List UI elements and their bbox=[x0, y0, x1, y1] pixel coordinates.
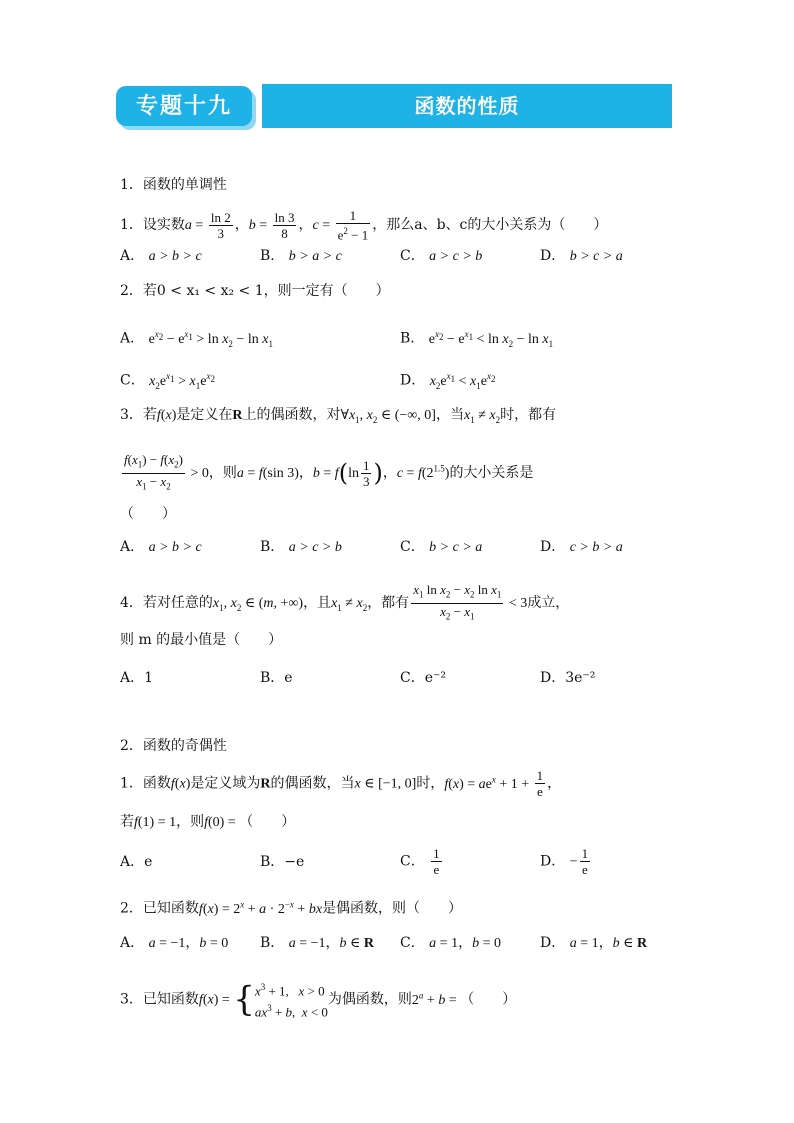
fraction: $\frac{\ln 2}{3}$ bbox=[210, 209, 231, 241]
option-b: B． $e^{x_2} - e^{x_1} < \ln x_2 - \ln x_1$ bbox=[400, 329, 554, 349]
fraction: $\frac{1}{e}$ bbox=[536, 768, 544, 799]
option-c: C． a = 1，b = 0 bbox=[400, 935, 501, 951]
question-text: 1．设实数 bbox=[120, 217, 185, 234]
fraction: $\frac{f(x_1) - f(x_2)}{x_1 - x_2}$ bbox=[124, 452, 184, 492]
question-1-4: 4．若对任意的$x_1$, $x_2$ ∈ (m, +∞)，且$x_1 \ne x_2$，都有 $\frac{x_1 \ln x_2 - x_2 \ln x_1}{x_2 - x_1}$ < 3成立， bbox=[120, 582, 569, 624]
question-2-3: 3．已知函数f(x) = { $x^3 + 1$, x > 0 $ax^3 + b$, x < 0 为偶函数，则$2^a + b$ = （ ） bbox=[120, 979, 517, 1020]
question-2-1-line2: 若f(1) = 1，则f(0) = （ ） bbox=[120, 814, 296, 830]
answer-bracket: （ ） bbox=[120, 506, 176, 522]
option-b: B．e bbox=[260, 670, 293, 686]
option-a: A． $e^{x_2} - e^{x_1} > \ln x_2 - \ln x_1$ bbox=[120, 329, 273, 349]
question-1-1: 1．设实数a = $\frac{\ln 2}{3}$ ，b = $\frac{\ln 3}{8}$ ，c = $\frac{1}{e^2 - 1}$ ，那么a、b、c的大小关系为（ ） bbox=[120, 208, 608, 243]
option-a: A． a = −1，b = 0 bbox=[120, 935, 229, 951]
question-text: ，那么a、b、c的大小关系为（ ） bbox=[372, 217, 608, 234]
question-1-3: 3．若f(x)是定义在R上的偶函数，对$\forall x_1$, $x_2$ ∈ (−∞, 0]，当$x_1 \ne x_2$时，都有 bbox=[120, 407, 557, 425]
banner-title: 函数的性质 bbox=[414, 94, 520, 118]
question-1-3-line2: $\frac{f(x_1) - f(x_2)}{x_1 - x_2}$ > 0，则a = f(sin 3)，b = f(ln $\frac{1}{3}$ )，$c = f(2^{1.5})$的大小关系是 bbox=[120, 452, 533, 494]
option-d: D． $x_2e^{x_1} < x_1e^{x_2}$ bbox=[400, 371, 496, 391]
option-d: D． − $\frac{1}{e}$ bbox=[540, 846, 589, 877]
question-1-2: 2．若0 < x₁ < x₂ < 1，则一定有（ ） bbox=[120, 283, 390, 299]
section-heading-parity: 2．函数的奇偶性 bbox=[120, 738, 227, 754]
option-d: D．3e⁻² bbox=[540, 670, 596, 686]
question-2-2: 2．已知函数$f(x) = 2^x + a \cdot 2^{-x}$ + bx是偶函数，则（ ） bbox=[120, 899, 463, 917]
option-c: C． $\frac{1}{e}$ bbox=[400, 846, 440, 877]
option-a: A． a > b > c bbox=[120, 539, 202, 555]
option-b: B． a = −1，b ∈ R bbox=[260, 935, 375, 951]
option-b: B． a > c > b bbox=[260, 539, 342, 555]
option-d: D． a = 1，b ∈ R bbox=[540, 935, 648, 951]
banner-tab: 专题十九 bbox=[116, 86, 252, 126]
option-a: A．e bbox=[120, 854, 153, 870]
option-d: D． c > b > a bbox=[540, 539, 623, 555]
fraction: $\frac{1}{3}$ bbox=[362, 457, 370, 489]
fraction: $\frac{x_1 \ln x_2 - x_2 \ln x_1}{x_2 - x_1}$ bbox=[413, 582, 502, 622]
option-a: A． a > b > c bbox=[120, 248, 202, 264]
option-c: C． $x_2e^{x_1} > x_1e^{x_2}$ bbox=[120, 371, 215, 391]
option-a: A．1 bbox=[120, 670, 154, 686]
option-c: C． b > c > a bbox=[400, 539, 483, 555]
option-b: B．−e bbox=[260, 854, 305, 870]
question-2-1: 1．函数f(x)是定义域为R的偶函数，当x ∈ [−1, 0]时，$f(x) = ae^x + 1$ + $\frac{1}{e}$ ， bbox=[120, 768, 562, 799]
fraction: $\frac{\ln 3}{8}$ bbox=[274, 209, 295, 241]
fraction: $\frac{1}{e^2 - 1}$ bbox=[337, 208, 369, 243]
option-d: D． b > c > a bbox=[540, 248, 623, 264]
option-c: C．e⁻² bbox=[400, 670, 446, 686]
piecewise-cases: $x^3 + 1$, x > 0 $ax^3 + b$, x < 0 bbox=[254, 982, 328, 1019]
section-heading-monotonicity: 1．函数的单调性 bbox=[120, 177, 227, 193]
question-1-4-line2: 则 m 的最小值是（ ） bbox=[120, 632, 283, 648]
option-b: B． b > a > c bbox=[260, 248, 342, 264]
option-c: C． a > c > b bbox=[400, 248, 483, 264]
